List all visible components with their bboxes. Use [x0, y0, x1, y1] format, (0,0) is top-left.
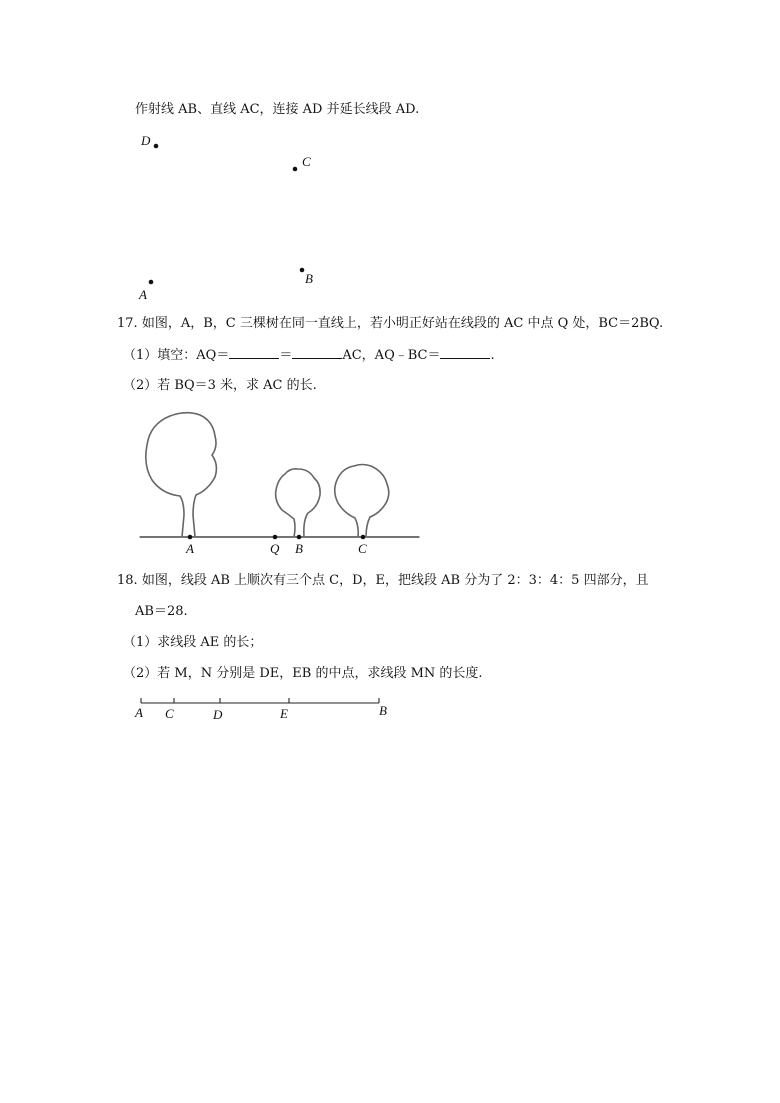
q18-part2: （2）若 M，N 分别是 DE，EB 的中点，求线段 MN 的长度. — [123, 666, 483, 681]
tree-b-icon — [276, 469, 321, 537]
point-c — [361, 535, 366, 540]
label-b: B — [305, 271, 313, 286]
q17-stem-text: 如图，A，B，C 三棵树在同一直线上，若小明正好站在线段的 AC 中点 Q 处，BC＝2BQ. — [141, 316, 664, 331]
q17-part1-prefix: （1）填空：AQ＝ — [123, 348, 230, 363]
label-c: C — [165, 706, 174, 721]
tree-c-icon — [335, 465, 389, 538]
q17-part2: （2）若 BQ＝3 米，求 AC 的长. — [123, 378, 317, 393]
q18-stem-line2: AB＝28. — [135, 604, 188, 619]
point-b — [297, 535, 302, 540]
point-b — [300, 268, 305, 273]
q16-instruction: 作射线 AB、直线 AC，连接 AD 并延长线段 AD. — [135, 102, 420, 117]
label-c: C — [358, 541, 367, 556]
q17-part1-mid2: AC，AQ﹣BC＝ — [342, 348, 441, 363]
q18-number: 18. — [117, 573, 138, 588]
label-d: D — [141, 133, 151, 148]
q16-figure — [138, 133, 313, 302]
point-c — [293, 167, 298, 172]
label-a: A — [135, 705, 143, 720]
q17-figure — [140, 413, 419, 540]
q18-part1: （1）求线段 AE 的长； — [123, 635, 263, 650]
point-a — [188, 535, 193, 540]
label-e: E — [280, 706, 288, 721]
q17-part1-mid1: ＝ — [279, 348, 293, 363]
q17-number: 17. — [117, 316, 138, 331]
point-d — [154, 144, 159, 149]
label-b: B — [379, 703, 387, 718]
tree-a-icon — [146, 413, 217, 537]
label-a: A — [139, 287, 147, 302]
q18-stem-text: 如图，线段 AB 上顺次有三个点 C，D，E，把线段 AB 分为了 2：3：4：5 四部分，且 — [141, 573, 649, 588]
label-q: Q — [270, 541, 280, 556]
q18-figure — [141, 698, 379, 703]
label-d: D — [213, 707, 223, 722]
label-b: B — [295, 541, 303, 556]
label-a: A — [186, 541, 194, 556]
label-c: C — [302, 154, 311, 169]
q17-part1-end: . — [490, 348, 495, 363]
point-q — [273, 535, 278, 540]
point-a — [149, 280, 154, 285]
